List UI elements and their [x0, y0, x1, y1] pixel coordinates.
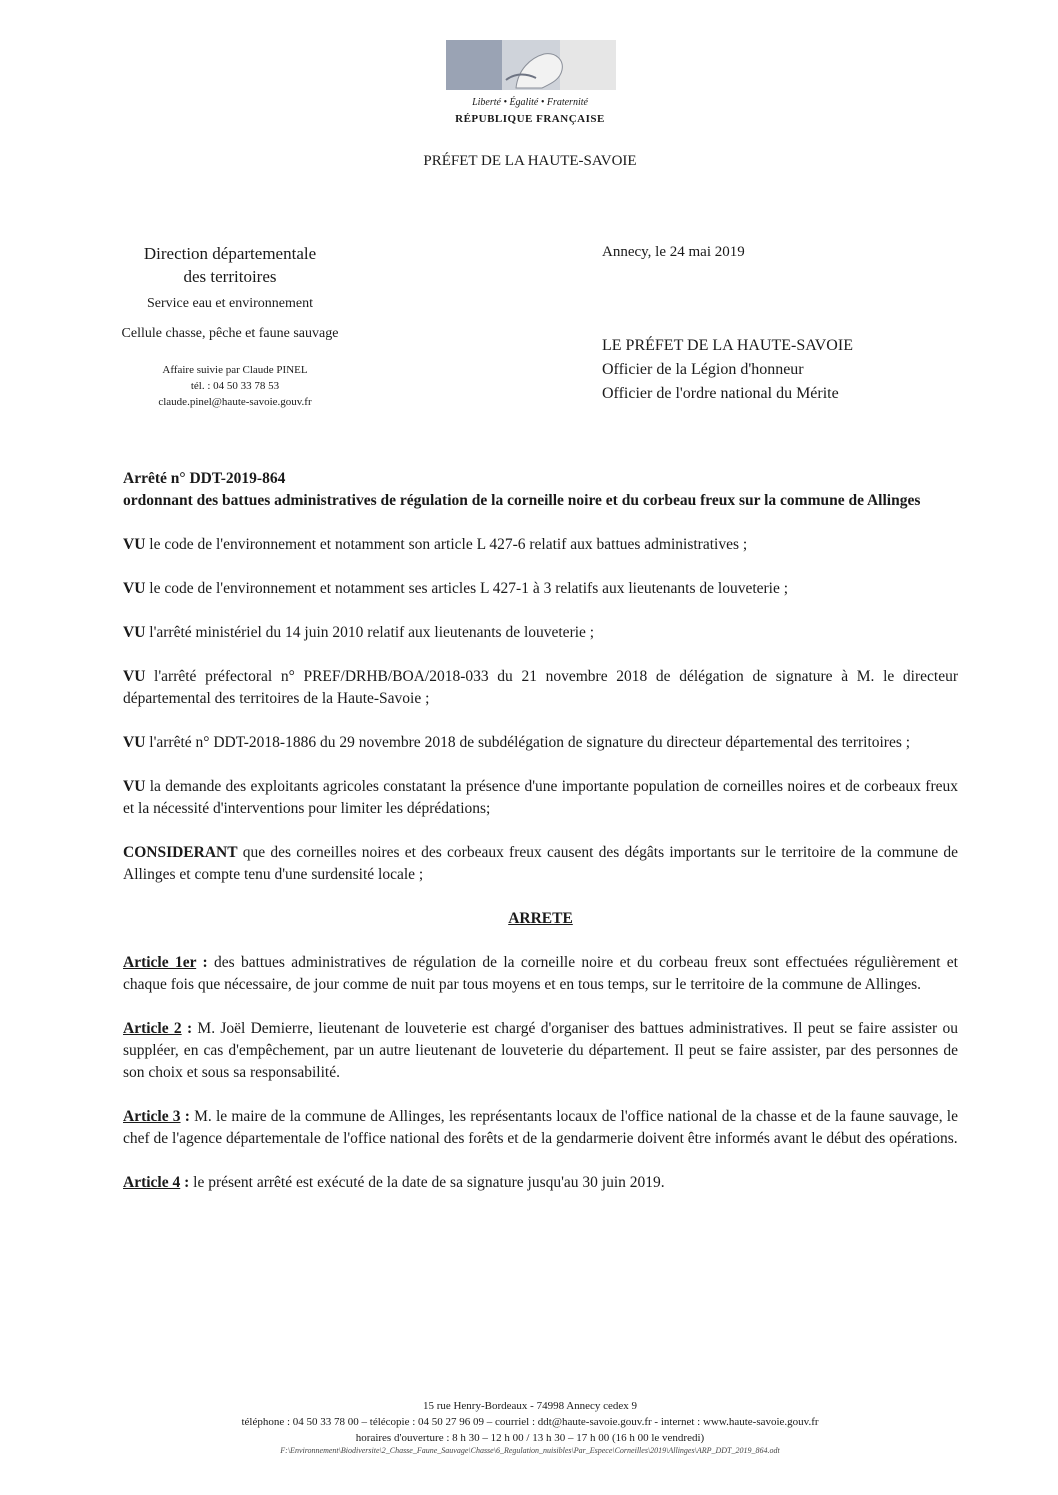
article-separator: : — [180, 1174, 194, 1191]
visa-text: le code de l'environnement et notamment ses articles L 427-1 à 3 relatifs aux lieutenants de louveterie ; — [145, 580, 789, 597]
direction-line-1: Direction départementale — [143, 244, 317, 263]
arrete-body — [123, 468, 958, 1216]
contact-block — [90, 362, 380, 410]
footer — [130, 1398, 930, 1446]
contact-email: claude.pinel@haute-savoie.gouv.fr — [158, 396, 312, 408]
visa-lead: VU — [123, 778, 146, 795]
visa-paragraph — [123, 732, 958, 754]
article-label: Article 4 — [123, 1174, 181, 1191]
visa-paragraph — [123, 842, 958, 886]
footer-hours: horaires d'ouverture : 8 h 30 – 12 h 00 / 13 h 30 – 17 h 00 (16 h 00 le vendredi) — [355, 1432, 705, 1444]
visa-paragraph — [123, 622, 958, 644]
article-text: M. le maire de la commune de Allinges, les représentants locaux de l'office national de la chasse et de la faune sauvage, le chef de l'agence départementale de l'office national des forêts et de la gendarmerie doivent être informés avant le début des opérations. — [123, 1108, 958, 1147]
visa-lead: VU — [123, 624, 146, 641]
arrete-subject: ordonnant des battues administratives de régulation de la corneille noire et du corbeau freux sur la commune de Allinges — [123, 492, 921, 509]
visa-lead: VU — [123, 536, 146, 553]
legion-honneur: Officier de la Légion d'honneur — [602, 361, 804, 378]
service-direction — [70, 242, 390, 288]
article-separator: : — [196, 954, 214, 971]
footer-contact: téléphone : 04 50 33 78 00 – télécopie : 04 50 27 96 09 – courriel : ddt@haute-savoie.gouv.fr - internet : www.haute-savoie.gouv.fr — [241, 1416, 819, 1428]
contact-tel: tél. : 04 50 33 78 53 — [190, 380, 280, 392]
footer-address: 15 rue Henry-Bordeaux - 74998 Annecy cedex 9 — [422, 1400, 638, 1412]
visa-text: l'arrêté préfectoral n° PREF/DRHB/BOA/2018-033 du 21 novembre 2018 de délégation de signature à M. le directeur départemental des territoires de la Haute-Savoie ; — [123, 668, 958, 707]
article-paragraph — [123, 952, 958, 996]
visa-text: la demande des exploitants agricoles constatant la présence d'une importante population de corneilles noires et de corbeaux freux et la nécessité d'interventions pour limiter les déprédations; — [123, 778, 958, 817]
prefet-title: LE PRÉFET DE LA HAUTE-SAVOIE — [602, 337, 853, 354]
article-text: le présent arrêté est exécuté de la date de sa signature jusqu'au 30 juin 2019. — [193, 1174, 665, 1191]
arrete-number: Arrêté n° DDT-2019-864 — [123, 470, 286, 487]
ordre-merite: Officier de l'ordre national du Mérite — [602, 385, 839, 402]
republic-motto: Liberté • Égalité • Fraternité — [472, 97, 588, 108]
article-label: Article 1er — [123, 954, 197, 971]
footer-file-path: F:\Environnement\Biodiversite\2_Chasse_Faune_Sauvage\Chasse\6_Regulation_nuisibles\Par_Espece\Corneilles\2019\Allinges\ARP_DDT_2019_864.odt — [280, 1446, 780, 1455]
visa-paragraph — [123, 534, 958, 556]
service-cellule: Cellule chasse, pêche et faune sauvage — [121, 326, 339, 341]
service-eau: Service eau et environnement — [147, 296, 313, 311]
marianne-logo — [446, 40, 616, 90]
visa-paragraph — [123, 578, 958, 600]
visa-text: l'arrêté n° DDT-2018-1886 du 29 novembre 2018 de subdélégation de signature du directeur départemental des territoires ; — [145, 734, 911, 751]
visa-lead: CONSIDERANT — [123, 844, 238, 861]
article-text: des battues administratives de régulation de la corneille noire et du corbeau freux sont effectuées régulièrement et chaque fois que nécessaire, de jour comme de nuit par tous moyens et en tous temps, sur le territoire de la commune de Allinges. — [123, 954, 958, 993]
article-text: M. Joël Demierre, lieutenant de louveterie est chargé d'organiser des battues administratives. Il peut se faire assister ou suppléer, en cas d'empêchement, par un autre lieutenant de louveterie du département. Il peut se faire assister, par des personnes de son choix et sous sa responsabilité. — [123, 1020, 958, 1081]
direction-line-2: des territoires — [183, 267, 277, 286]
visa-paragraph — [123, 666, 958, 710]
visa-paragraph — [123, 776, 958, 820]
republic-name: RÉPUBLIQUE FRANÇAISE — [455, 113, 605, 125]
visa-lead: VU — [123, 668, 146, 685]
article-label: Article 2 — [123, 1020, 182, 1037]
document-date: Annecy, le 24 mai 2019 — [602, 244, 745, 260]
arrete-heading: ARRETE — [508, 910, 573, 927]
visas-list — [123, 534, 958, 886]
article-label: Article 3 — [123, 1108, 181, 1125]
article-separator: : — [180, 1108, 195, 1125]
article-paragraph — [123, 1172, 958, 1194]
visa-text: que des corneilles noires et des corbeaux freux causent des dégâts importants sur le territoire de la commune de Allinges et compte tenu d'une surdensité locale ; — [123, 844, 958, 883]
prefet-titles — [602, 334, 853, 406]
visa-text: le code de l'environnement et notamment son article L 427-6 relatif aux battues administratives ; — [145, 536, 748, 553]
visa-text: l'arrêté ministériel du 14 juin 2010 relatif aux lieutenants de louveterie ; — [145, 624, 595, 641]
prefet-header: PRÉFET DE LA HAUTE-SAVOIE — [423, 153, 637, 169]
visa-lead: VU — [123, 580, 146, 597]
visa-lead: VU — [123, 734, 146, 751]
article-separator: : — [181, 1020, 198, 1037]
article-paragraph — [123, 1018, 958, 1084]
articles-list — [123, 952, 958, 1194]
affaire-suivie: Affaire suivie par Claude PINEL — [162, 364, 308, 376]
article-paragraph — [123, 1106, 958, 1150]
